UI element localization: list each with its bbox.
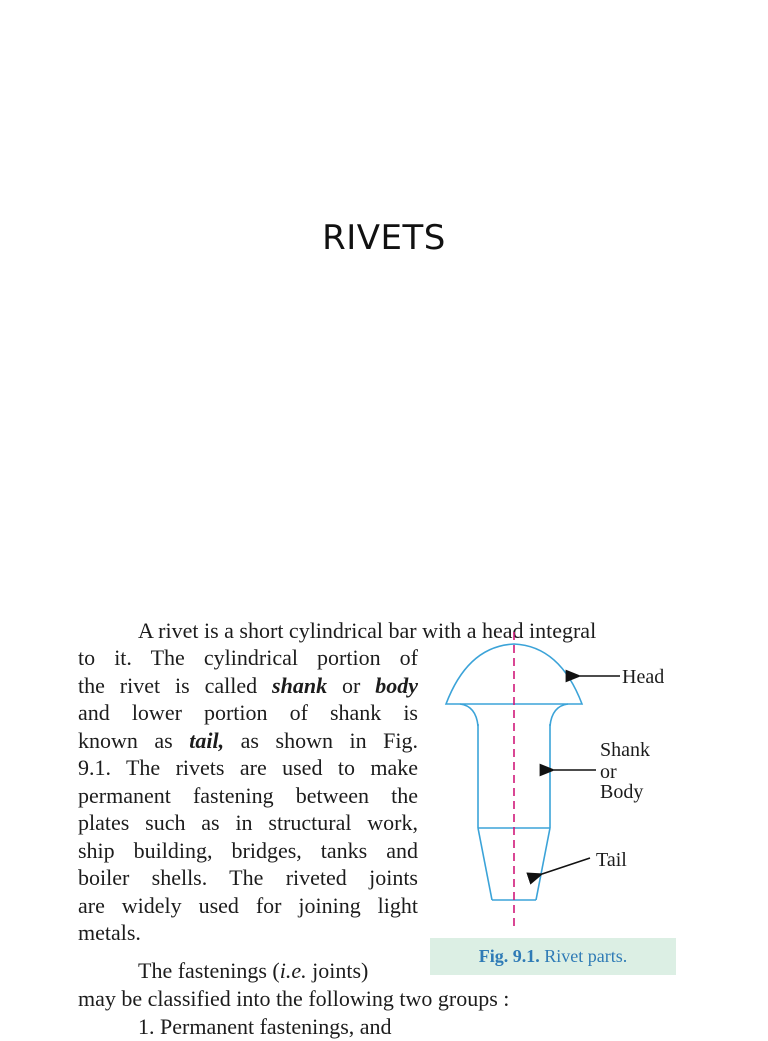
rivet-head-fillet-right bbox=[550, 704, 568, 726]
rivet-tail-left bbox=[478, 828, 492, 900]
paragraph-2-line-1 bbox=[138, 957, 368, 985]
label-or: or bbox=[600, 761, 617, 783]
paragraph-1-line-3: the rivet is called shank or body bbox=[78, 672, 418, 698]
label-head: Head bbox=[622, 666, 665, 688]
paragraph-1-line-9: ship building, bridges, tanks and bbox=[78, 837, 418, 863]
rivet-head-fillet-left bbox=[460, 704, 478, 726]
p2-text-italic: i.e. bbox=[279, 958, 307, 983]
rivet-figure bbox=[430, 636, 690, 936]
figure-caption bbox=[430, 938, 676, 975]
rivet-tail-right bbox=[536, 828, 550, 900]
p2-text-b: joints) bbox=[306, 958, 369, 983]
emphasized-term: body bbox=[375, 672, 418, 698]
paragraph-1-line-8: plates such as in structural work, bbox=[78, 810, 418, 835]
label-tail: Tail bbox=[596, 849, 627, 871]
paragraph-1-line-7: permanent fastening between the bbox=[78, 782, 418, 808]
paragraph-1-line-2: to it. The cylindrical portion of bbox=[78, 645, 418, 670]
paragraph-1-line-12: metals. bbox=[78, 920, 141, 945]
paragraph-2-line-2: may be classified into the following two groups : bbox=[78, 986, 510, 1011]
paragraph-1-line-5: known as tail, as shown in Fig. bbox=[78, 727, 418, 753]
label-body: Body bbox=[600, 781, 644, 803]
paragraph-1-line-4: and lower portion of shank is bbox=[78, 700, 418, 725]
p2-text-a: The fastenings ( bbox=[138, 958, 280, 983]
textbook-excerpt bbox=[0, 600, 768, 1039]
paragraph-1-line-6: 9.1. The rivets are used to make bbox=[78, 755, 418, 780]
caption-text: Rivet parts. bbox=[539, 945, 628, 966]
paragraph-1-line-11: are widely used for joining light bbox=[78, 892, 418, 918]
emphasized-term: shank bbox=[272, 672, 328, 698]
slide-title: RIVETS bbox=[322, 218, 446, 258]
paragraph-2-line-3: 1. Permanent fastenings, and bbox=[138, 1014, 392, 1039]
label-shank: Shank bbox=[600, 739, 650, 761]
tail-arrow bbox=[542, 858, 590, 874]
paragraph-1-line-1: A rivet is a short cylindrical bar with a head integral bbox=[138, 618, 597, 643]
emphasized-term: tail, bbox=[189, 727, 225, 753]
paragraph-1-body bbox=[78, 644, 418, 947]
caption-number: Fig. 9.1. bbox=[478, 945, 540, 966]
paragraph-1-line-10: boiler shells. The riveted joints bbox=[78, 865, 418, 890]
